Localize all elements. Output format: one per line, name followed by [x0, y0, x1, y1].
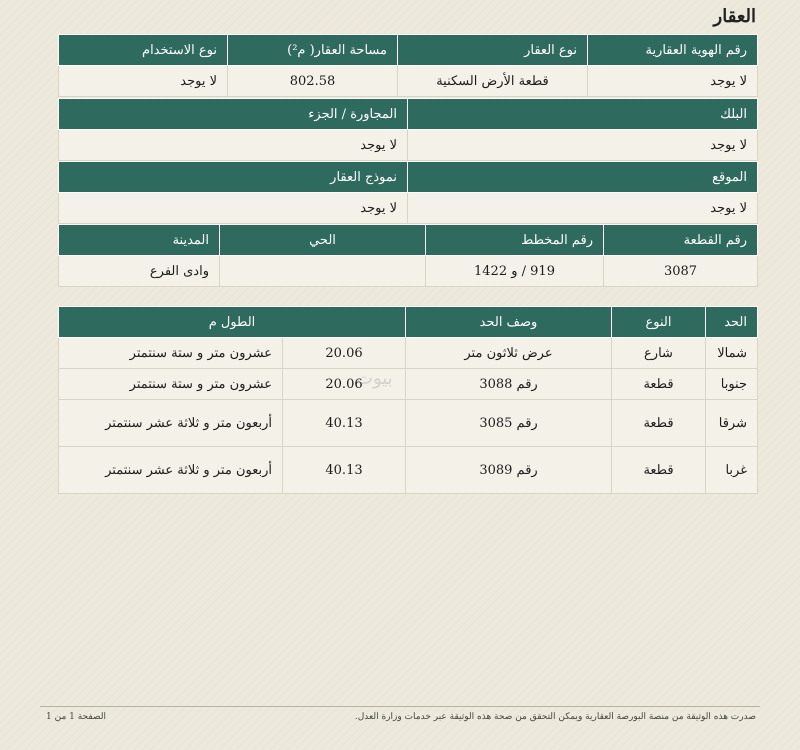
boundary-type: قطعة — [612, 400, 706, 447]
value-usage-type: لا يوجد — [59, 66, 228, 97]
value-property-type: قطعة الأرض السكنية — [398, 66, 588, 97]
table-row — [59, 338, 758, 369]
boundary-length: 40.13 — [283, 447, 406, 494]
header-property-area: مساحة العقار( م²) — [228, 35, 398, 66]
boundary-description: رقم 3088 — [406, 369, 612, 400]
section-title: العقار — [713, 6, 756, 27]
value-plot-number: 3087 — [604, 256, 758, 287]
table-row — [59, 369, 758, 400]
boundary-length: 40.13 — [283, 400, 406, 447]
boundary-side: غربا — [706, 447, 758, 494]
boundary-length-text: عشرون متر و ستة سنتمتر — [59, 338, 283, 369]
header-boundary: الحد — [706, 307, 758, 338]
boundary-side: شرقا — [706, 400, 758, 447]
value-property-model: لا يوجد — [59, 193, 408, 224]
header-city: المدينة — [59, 225, 220, 256]
header-property-model: نموذج العقار — [59, 162, 408, 193]
boundary-side: شمالا — [706, 338, 758, 369]
location-table — [58, 161, 758, 224]
value-plan-number: 919 / و 1422 — [426, 256, 604, 287]
block-table — [58, 98, 758, 161]
header-district: الحي — [220, 225, 426, 256]
boundary-type: شارع — [612, 338, 706, 369]
plot-table — [58, 224, 758, 287]
header-location: الموقع — [408, 162, 758, 193]
boundary-description: عرض ثلاثون متر — [406, 338, 612, 369]
boundary-description: رقم 3085 — [406, 400, 612, 447]
header-block: البلك — [408, 99, 758, 130]
header-property-id: رقم الهوية العقارية — [588, 35, 758, 66]
page-number: الصفحة 1 من 1 — [46, 712, 106, 722]
value-block: لا يوجد — [408, 130, 758, 161]
value-property-area: 802.58 — [228, 66, 398, 97]
header-plan-number: رقم المخطط — [426, 225, 604, 256]
property-table — [58, 34, 758, 97]
value-location: لا يوجد — [408, 193, 758, 224]
value-city: وادى الفرع — [59, 256, 220, 287]
header-property-type: نوع العقار — [398, 35, 588, 66]
footer-note: صدرت هذه الوثيقة من منصة البورصة العقارية ويمكن التحقق من صحة هذه الوثيقة عبر خدمات وزارة العدل. — [354, 712, 756, 722]
boundary-side: جنوبا — [706, 369, 758, 400]
boundary-type: قطعة — [612, 447, 706, 494]
boundary-type: قطعة — [612, 369, 706, 400]
boundary-length: 20.06 — [283, 338, 406, 369]
value-property-id: لا يوجد — [588, 66, 758, 97]
value-neighborhood-part: لا يوجد — [59, 130, 408, 161]
boundary-length-text: أربعون متر و ثلاثة عشر سنتمتر — [59, 447, 283, 494]
header-boundary-description: وصف الحد — [406, 307, 612, 338]
boundary-length-text: أربعون متر و ثلاثة عشر سنتمتر — [59, 400, 283, 447]
header-plot-number: رقم القطعة — [604, 225, 758, 256]
watermark-logo: بيوت — [356, 368, 393, 389]
boundary-description: رقم 3089 — [406, 447, 612, 494]
header-usage-type: نوع الاستخدام — [59, 35, 228, 66]
header-neighborhood-part: المجاورة / الجزء — [59, 99, 408, 130]
header-length: الطول م — [59, 307, 406, 338]
footer-divider — [40, 706, 760, 707]
boundary-length-text: عشرون متر و ستة سنتمتر — [59, 369, 283, 400]
boundary-length: 20.06 — [283, 369, 406, 400]
boundaries-table — [58, 306, 758, 494]
header-boundary-type: النوع — [612, 307, 706, 338]
table-row — [59, 447, 758, 494]
table-row — [59, 400, 758, 447]
value-district — [220, 256, 426, 287]
